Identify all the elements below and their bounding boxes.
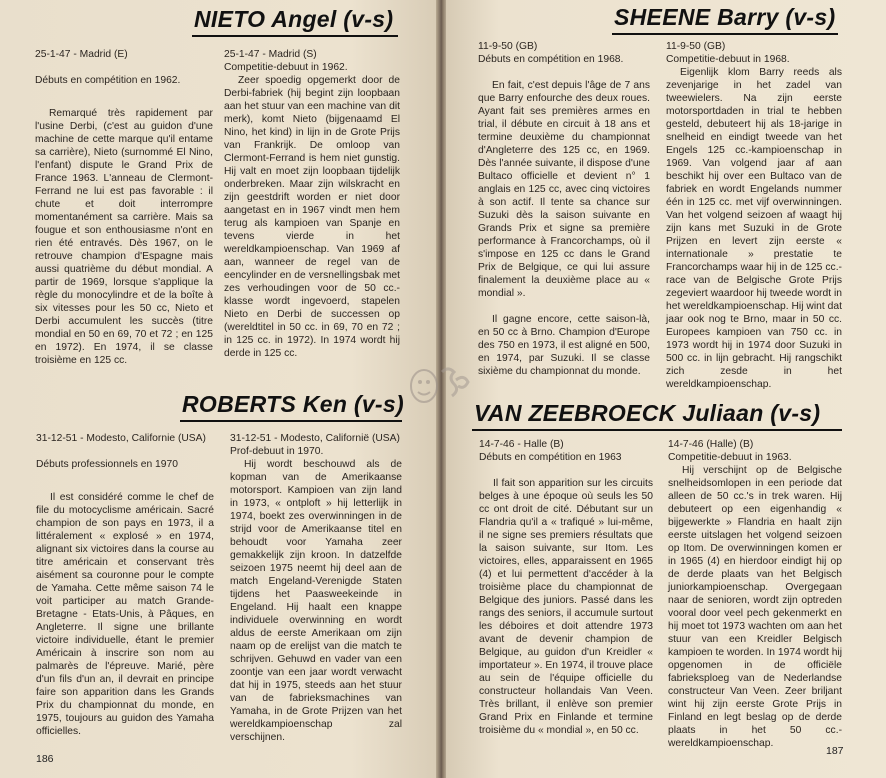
sheene-fr-text2: Il gagne encore, cette saison-là, en 50 cc à Brno. Champion d'Europe des 750 en 1973, il est aligné en 500, en 1974, par Suzuki. Il se classe sixième du championnat du monde. bbox=[478, 314, 650, 377]
nieto-header: NIETO Angel (v-s) bbox=[194, 6, 394, 32]
sheene-dutch-column bbox=[666, 40, 842, 391]
nieto-fr-debut: Débuts en compétition en 1962. bbox=[35, 75, 181, 86]
vanzeebroeck-fr-debut: Débuts en compétition en 1963 bbox=[479, 452, 622, 463]
vanzeebroeck-dutch-column bbox=[668, 438, 842, 750]
roberts-header-rule bbox=[180, 420, 402, 422]
nieto-nl-birth: 25-1-47 - Madrid (S) bbox=[224, 49, 317, 60]
vanzeebroeck-french-column bbox=[479, 438, 653, 737]
sheene-nl-text: Eigenlijk klom Barry reeds als zevenjarige in het zadel van tweewielers. Na zijn eerste motorsportdaden in trial te hebben gesteld, debuteert hij als 18-jarige in snelheid en eindigt tweede van het Engels 125 cc.-kampioenschap in 1969. Van volgend jaar af aan beschikt hij over een Bultaco van de fabriek en wordt Engelands nummer één in 125 cc. met vijf overwinningen. Van het volgend seizoen af waagt hij zijn kans met Suzuki in de Grote Prijzen en levert zijn eerste « internationale » prestatie te Francorchamps waar hij in de 125 cc.-race van de Belgische Grote Prijs zegeviert waardoor hij tweede wordt in het wereldkampioenschap. Hij wint dat jaar ook nog te Brno, maar in 50 cc. Europees kampioen van 750 cc. in 1973 wordt hij in 1974 door Suzuki in 500 cc. in lijn gebracht. Hij rangschikt zich zesde in het wereldkampioenschap. bbox=[666, 67, 842, 390]
left-page-number: 186 bbox=[36, 753, 54, 765]
roberts-french-column bbox=[36, 432, 214, 738]
nieto-french-column bbox=[35, 48, 213, 367]
vanzeebroeck-header: VAN ZEEBROECK Juliaan (v-s) bbox=[474, 400, 821, 426]
roberts-nl-debut: Prof-debuut in 1970. bbox=[230, 446, 324, 457]
nieto-header-rule bbox=[192, 35, 398, 37]
nieto-fr-birth: 25-1-47 - Madrid (E) bbox=[35, 49, 128, 60]
nieto-fr-text: Remarqué très rapidement par l'usine Derbi, (c'est au guidon d'une machine de cette marque qu'il entame sa carrière), Nieto (surnommé El Nino, l'enfant) dispute le Grand Prix de France 1963. L'anneau de Clermont-Ferrand ne lui est pas favorable : il chute et doit interrompre momentanément sa carrière. Mais sa fougue et son enthousiasme n'ont en rien été entravés. Dès 1967, on le retrouve champion d'Espagne mais aussi quatrième du début mondial. A partir de 1969, lorsque s'applique la règle du monocylindre et de la boîte à six vitesses pour les 50 cc, Nieto et Derbi accumulent les succès (titre mondial en 50 en 69, 70 et 72 ; en 125 en 1972). En 1974, il se classe troisième en 125 cc. bbox=[35, 108, 213, 366]
roberts-header: ROBERTS Ken (v-s) bbox=[182, 391, 404, 417]
vanzeebroeck-nl-text: Hij verschijnt op de Belgische snelheidsomlopen in een periode dat alleen de 50 cc.'s in trek waren. Hij debuteert op een eigenhandig « bijgewerkte » Flandria en haalt zijn eerste uitslagen het volgend seizoen op Itom. De overwinningen komen er in 1965 (4) en hierdoor eindigt hij op de derde plaats van het Belgisch juniorkampioenschap. Overgegaan naar de senioren, wordt zijn optreden vooral door veel pech gekenmerkt en hij moet tot 1973 wachten om aan het stuur van een Kreidler Belgisch kampioen te worden. In 1974 wordt hij opgenomen in de officiële fabrieksploeg van de Nederlandse constructeur Van Veen. Zeer briljant wint hij zijn eerste Grote Prijs in Finland en legt beslag op de derde plaats in het 50 cc.-wereldkampioenschap. bbox=[668, 465, 843, 749]
vanzeebroeck-fr-text: Il fait son apparition sur les circuits belges à une époque où seuls les 50 cc ont droit de cité. Débutant sur un Flandria qu'il a « trafiqué » lui-même, il ne signe ses premiers résultats que la saison suivante, sur Itom. Les victoires, elles, apparaissent en 1965 (4) et lui permettent d'accéder à la troisième place du championnat de Belgique des juniors. Passé dans les rangs des seniors, il accumule surtout les déboires et doit attendre 1973 avant de devenir champion de Belgique, au guidon d'un Kreidler « importateur ». En 1974, il trouve place au sein de l'équipe officielle du constructeur hollandais Van Veen. Très brillant, il enlève son premier Grand Prix en Finlande et termine troisième du « mondial », en 50 cc. bbox=[479, 478, 654, 736]
nieto-nl-debut: Competitie-debuut in 1962. bbox=[224, 62, 348, 73]
sheene-nl-debut: Competitie-debuut in 1968. bbox=[666, 54, 790, 65]
watermark-stamp-logo bbox=[404, 358, 476, 410]
sheene-fr-debut: Débuts en compétition en 1968. bbox=[478, 54, 624, 65]
roberts-nl-text: Hij wordt beschouwd als de kopman van de Amerikaanse motorsport. Kampioen van zijn land in 1973, « ontploft » hij letterlijk in 1974, boekt zes overwinningen in de strijd voor de Amerikaanse titel en behoudt voor Yamaha zeer gemakkelijk zijn kroon. In datzelfde seizoen 1975 neemt hij deel aan de match Engeland-Verenigde Staten tijdens het Paasweekeinde in Engeland. Hij haalt een knappe individuele overwinning en wordt aldus de eerste Amerikaan om zijn naam op de erelijst van die match te schrijven. Gehuwd en vader van een zoontje van een jaar wordt verwacht dat hij in 1975, steeds aan het stuur van de fabrieksmachines van Yamaha, in de Grote Prijzen van het wereldkampioenschap zal verschijnen. bbox=[230, 459, 402, 743]
sheene-header: SHEENE Barry (v-s) bbox=[614, 4, 836, 30]
vanzeebroeck-nl-debut: Competitie-debuut in 1963. bbox=[668, 452, 792, 463]
sheene-header-rule bbox=[612, 33, 838, 35]
vanzeebroeck-header-rule bbox=[472, 429, 842, 431]
sheene-nl-birth: 11-9-50 (GB) bbox=[666, 41, 726, 52]
sheene-french-column bbox=[478, 40, 650, 378]
nieto-dutch-column bbox=[224, 48, 400, 360]
roberts-fr-birth: 31-12-51 - Modesto, Californie (USA) bbox=[36, 433, 206, 444]
sheene-fr-text: En fait, c'est depuis l'âge de 7 ans que Barry enfourche des deux roues. Ayant fait ses premières armes en trial, il débute en circuit à 18 ans et termine deuxième du championnat d'Angleterre des 125 cc, en 1969. Dès l'année suivante, il dispose d'une Bultaco officielle et devient n° 1 anglais en 125 cc, avec cinq victoires à son actif. Il tente sa chance sur Suzuki dès la saison suivante en Grands Prix et signe sa première performance à Francorchamps, où il s'impose en 125 cc dans le Grand Prix de Belgique, ce qui lui assure finalement la deuxième place au « mondial ». bbox=[478, 80, 650, 299]
roberts-nl-birth: 31-12-51 - Modesto, Californië (USA) bbox=[230, 433, 400, 444]
vanzeebroeck-nl-birth: 14-7-46 (Halle) (B) bbox=[668, 439, 754, 450]
vanzeebroeck-fr-birth: 14-7-46 - Halle (B) bbox=[479, 439, 564, 450]
roberts-fr-text: Il est considéré comme le chef de file du motocyclisme américain. Sacré champion de son pays en 1973, il a littéralement « explosé » en 1974, alignant six victoires dans la course au titre américain et conservant très aisément sa couronne pour le compte de Yamaha. Cette même saison 74 le voit participer au match Grande-Bretagne - Etats-Unis, à Pâques, en Angleterre. Il signe une brillante victoire individuelle, étant le premier Américain à inscrire son nom au palmarès de l'épreuve. Marié, père d'un fils d'un an, il devrait en principe faire son apparition dans les Grands Prix du championnat du monde, en 1975, toujours au guidon des Yamaha officielles. bbox=[36, 492, 214, 737]
nieto-nl-text: Zeer spoedig opgemerkt door de Derbi-fabriek (hij begint zijn loopbaan aan het stuur van een machine van dit merk), komt Nieto (bijgenaamd El Nino, het kind) in lijn in de Grote Prijs van Frankrijk. De omloop van Clermont-Ferrand is hem niet gunstig. Hij valt en moet zijn loopbaan tijdelijk onderbreken. Maar zijn wilskracht en zijn geestdrift worden er niet door aangetast en in 1967 vindt men hem terug als kampioen van Spanje en tevens vierde in het wereldkampioenschap. Van 1969 af aan, wanneer de regel van de eencylinder en de versnellingsbak met zes verhoudingen voor de 50 cc.-klasse wordt ingevoerd, stapelen Nieto en Derbi de successen op (wereldtitel in 50 cc. in 69, 70 en 72 ; in 125 cc. in 1972). In 1974 wordt hij derde in 125 cc. bbox=[224, 75, 400, 359]
roberts-fr-debut: Débuts professionnels en 1970 bbox=[36, 459, 178, 470]
right-page-number: 187 bbox=[826, 745, 844, 757]
sheene-fr-birth: 11-9-50 (GB) bbox=[478, 41, 538, 52]
roberts-dutch-column bbox=[230, 432, 402, 744]
left-page bbox=[0, 0, 438, 778]
right-page bbox=[446, 0, 886, 778]
